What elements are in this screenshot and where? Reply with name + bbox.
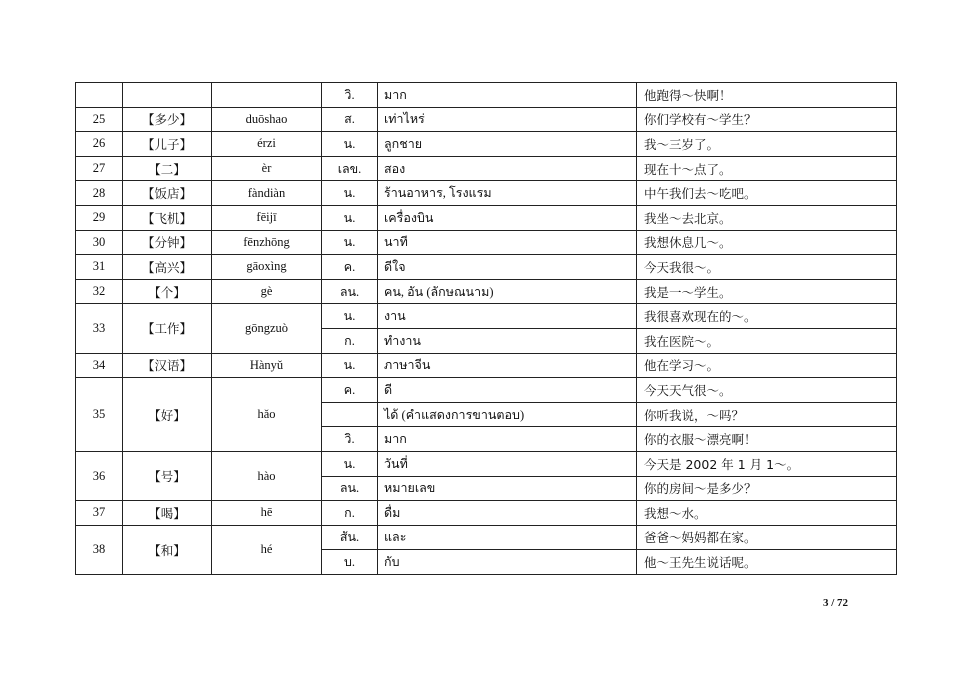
part-of-speech: น. [322, 181, 378, 206]
entry-pinyin: hē [212, 501, 322, 526]
example-sentence: 你听我说，～吗？ [637, 402, 897, 427]
example-sentence: 我在医院～。 [637, 328, 897, 353]
entry-word: 【高兴】 [123, 255, 212, 280]
table-row [76, 378, 897, 403]
entry-word: 【好】 [123, 378, 212, 452]
entry-number: 29 [76, 205, 123, 230]
thai-meaning: ได้ (คำแสดงการขานตอบ) [378, 402, 637, 427]
thai-meaning: และ [378, 525, 637, 550]
entry-pinyin [212, 83, 322, 108]
example-sentence: 现在十～点了。 [637, 156, 897, 181]
entry-word: 【儿子】 [123, 132, 212, 157]
part-of-speech: น. [322, 304, 378, 329]
part-of-speech: บ. [322, 550, 378, 575]
vocabulary-table [75, 82, 897, 575]
table-row [76, 181, 897, 206]
thai-meaning: ภาษาจีน [378, 353, 637, 378]
entry-number: 37 [76, 501, 123, 526]
example-sentence: 今天是 2002 年 1 月 1～。 [637, 451, 897, 476]
example-sentence: 今天天气很～。 [637, 378, 897, 403]
thai-meaning: คน, อัน (ลักษณนาม) [378, 279, 637, 304]
part-of-speech: ค. [322, 255, 378, 280]
thai-meaning: วันที่ [378, 451, 637, 476]
table-row [76, 255, 897, 280]
thai-meaning: นาที [378, 230, 637, 255]
example-sentence: 他跑得～快啊！ [637, 83, 897, 108]
part-of-speech: ก. [322, 328, 378, 353]
thai-meaning: มาก [378, 83, 637, 108]
entry-word: 【和】 [123, 525, 212, 574]
entry-number: 31 [76, 255, 123, 280]
part-of-speech: เลข. [322, 156, 378, 181]
part-of-speech: สัน. [322, 525, 378, 550]
entry-number: 35 [76, 378, 123, 452]
example-sentence: 我想～水。 [637, 501, 897, 526]
table-row [76, 279, 897, 304]
thai-meaning: ลูกชาย [378, 132, 637, 157]
example-sentence: 他～王先生说话呢。 [637, 550, 897, 575]
entry-pinyin: fēnzhōng [212, 230, 322, 255]
entry-word: 【多少】 [123, 107, 212, 132]
entry-number [76, 83, 123, 108]
example-sentence: 爸爸～妈妈都在家。 [637, 525, 897, 550]
entry-word: 【汉语】 [123, 353, 212, 378]
entry-word: 【二】 [123, 156, 212, 181]
entry-pinyin: gāoxìng [212, 255, 322, 280]
entry-word: 【工作】 [123, 304, 212, 353]
part-of-speech: น. [322, 132, 378, 157]
entry-number: 33 [76, 304, 123, 353]
entry-pinyin: hào [212, 451, 322, 500]
entry-word: 【个】 [123, 279, 212, 304]
entry-pinyin: hǎo [212, 378, 322, 452]
thai-meaning: กับ [378, 550, 637, 575]
example-sentence: 你的衣服～漂亮啊！ [637, 427, 897, 452]
example-sentence: 我～三岁了。 [637, 132, 897, 157]
entry-word: 【分钟】 [123, 230, 212, 255]
table-row [76, 83, 897, 108]
example-sentence: 今天我很～。 [637, 255, 897, 280]
table-row [76, 501, 897, 526]
entry-pinyin: èr [212, 156, 322, 181]
example-sentence: 他在学习～。 [637, 353, 897, 378]
table-row [76, 304, 897, 329]
thai-meaning: เท่าไหร่ [378, 107, 637, 132]
entry-number: 38 [76, 525, 123, 574]
thai-meaning: ดื่ม [378, 501, 637, 526]
entry-pinyin: hé [212, 525, 322, 574]
entry-number: 32 [76, 279, 123, 304]
table-row [76, 132, 897, 157]
part-of-speech: ส. [322, 107, 378, 132]
entry-number: 34 [76, 353, 123, 378]
table-row [76, 107, 897, 132]
thai-meaning: หมายเลข [378, 476, 637, 501]
entry-number: 25 [76, 107, 123, 132]
page-number: 3 / 72 [823, 597, 849, 609]
entry-word: 【号】 [123, 451, 212, 500]
example-sentence: 你的房间～是多少？ [637, 476, 897, 501]
table-row [76, 451, 897, 476]
thai-meaning: ดี [378, 378, 637, 403]
table-row [76, 353, 897, 378]
table-row [76, 525, 897, 550]
example-sentence: 我想休息几～。 [637, 230, 897, 255]
example-sentence: 我是一～学生。 [637, 279, 897, 304]
part-of-speech: ลน. [322, 476, 378, 501]
entry-pinyin: fēijī [212, 205, 322, 230]
thai-meaning: เครื่องบิน [378, 205, 637, 230]
entry-number: 28 [76, 181, 123, 206]
part-of-speech: ค. [322, 378, 378, 403]
entry-number: 26 [76, 132, 123, 157]
table-row [76, 205, 897, 230]
part-of-speech: วิ. [322, 83, 378, 108]
part-of-speech: วิ. [322, 427, 378, 452]
example-sentence: 中午我们去～吃吧。 [637, 181, 897, 206]
thai-meaning: ร้านอาหาร, โรงแรม [378, 181, 637, 206]
entry-pinyin: fàndiàn [212, 181, 322, 206]
entry-word: 【飞机】 [123, 205, 212, 230]
part-of-speech: ลน. [322, 279, 378, 304]
entry-pinyin: gè [212, 279, 322, 304]
part-of-speech: น. [322, 205, 378, 230]
entry-number: 30 [76, 230, 123, 255]
entry-pinyin: érzi [212, 132, 322, 157]
thai-meaning: สอง [378, 156, 637, 181]
part-of-speech: น. [322, 353, 378, 378]
entry-number: 27 [76, 156, 123, 181]
part-of-speech: ก. [322, 501, 378, 526]
entry-word: 【饭店】 [123, 181, 212, 206]
example-sentence: 我很喜欢现在的～。 [637, 304, 897, 329]
example-sentence: 你们学校有～学生？ [637, 107, 897, 132]
thai-meaning: ทำงาน [378, 328, 637, 353]
vocabulary-table-body [76, 83, 897, 575]
thai-meaning: งาน [378, 304, 637, 329]
example-sentence: 我坐～去北京。 [637, 205, 897, 230]
part-of-speech [322, 402, 378, 427]
table-row [76, 156, 897, 181]
part-of-speech: น. [322, 230, 378, 255]
entry-word: 【喝】 [123, 501, 212, 526]
entry-number: 36 [76, 451, 123, 500]
thai-meaning: ดีใจ [378, 255, 637, 280]
thai-meaning: มาก [378, 427, 637, 452]
entry-word [123, 83, 212, 108]
table-row [76, 230, 897, 255]
part-of-speech: น. [322, 451, 378, 476]
entry-pinyin: Hànyǔ [212, 353, 322, 378]
entry-pinyin: gōngzuò [212, 304, 322, 353]
entry-pinyin: duōshao [212, 107, 322, 132]
